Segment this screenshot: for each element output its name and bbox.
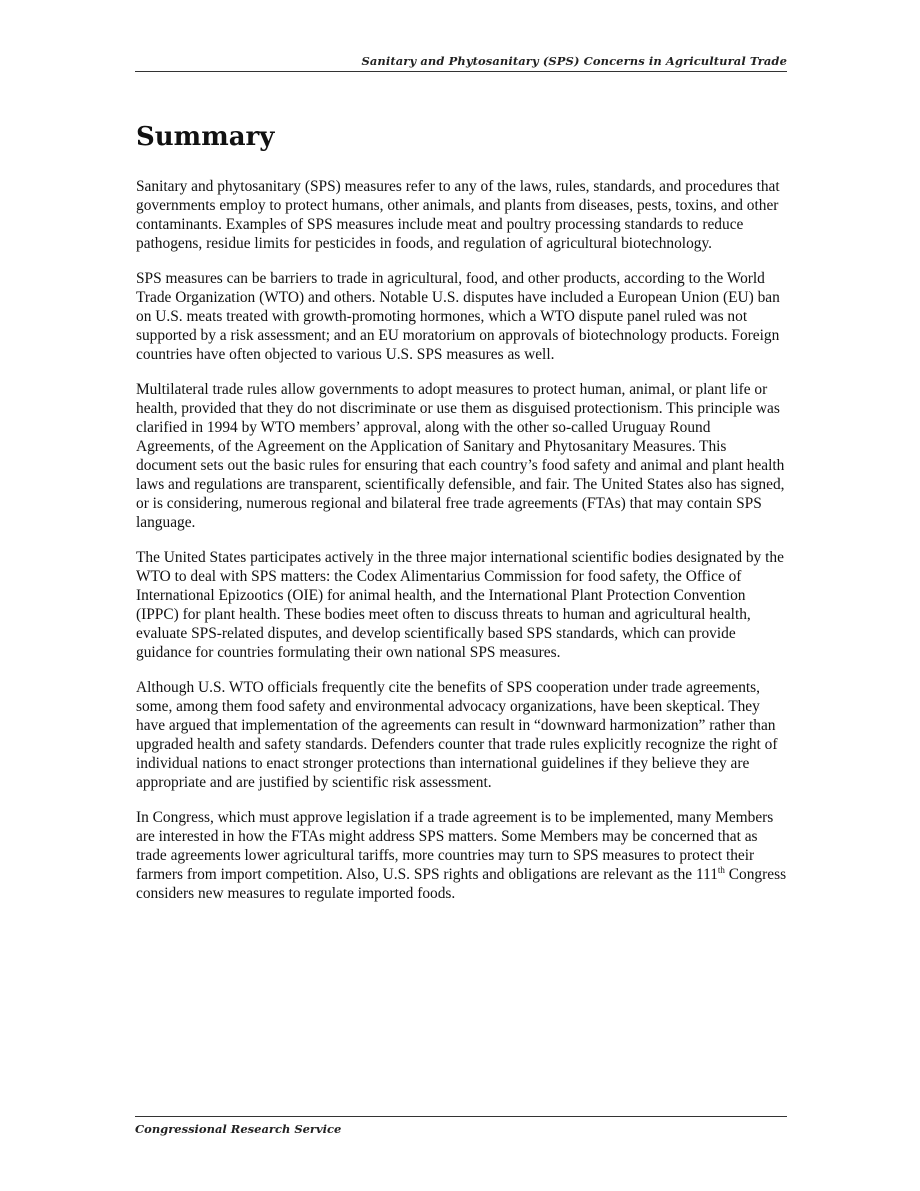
paragraph-scientific-bodies: The United States participates actively in the three major international scientific bodies designated by the WTO to deal with SPS matters: the Codex Alimentarius Commission for food safety, the Office of International Epizootics (OIE) for animal health, and the International Plant Protection Convention (IPPC) for plant health. These bodies meet often to discuss threats to human and agricultural health, evaluate SPS-related disputes, and develop scientifically based SPS standards, which can provide guidance for countries formulating their own national SPS measures. bbox=[136, 549, 784, 661]
ordinal-superscript: th bbox=[717, 864, 725, 875]
paragraph-congress-text: In Congress, which must approve legislation if a trade agreement is to be implemented, many Members are interested in how the FTAs might address SPS matters. Some Members may be concerned that as trade agreements lower agricultural tariffs, more countries may turn to SPS measures to protect their farmers from import competition. Also, U.S. SPS rights and obligations are relevant as the 111 bbox=[136, 809, 774, 883]
running-header-title: Sanitary and Phytosanitary (SPS) Concerns in Agricultural Trade bbox=[361, 54, 787, 68]
running-footer bbox=[135, 1116, 787, 1136]
paragraph-congress bbox=[136, 808, 788, 903]
paragraph-skepticism: Although U.S. WTO officials frequently cite the benefits of SPS cooperation under trade agreements, some, among them food safety and environmental advocacy organizations, have been skeptical. They have argued that implementation of the agreements can result in “downward harmonization” rather than upgraded health and safety standards. Defenders counter that trade rules explicitly recognize the right of individual nations to enact stronger protections than international guidelines if they believe they are appropriate and are justified by scientific risk assessment. bbox=[136, 679, 778, 791]
paragraph-definition: Sanitary and phytosanitary (SPS) measures refer to any of the laws, rules, standards, and procedures that governments employ to protect humans, other animals, and plants from diseases, pests, toxins, and other contaminants. Examples of SPS measures include meat and poultry processing standards to reduce pathogens, residue limits for pesticides in foods, and regulation of agricultural biotechnology. bbox=[136, 178, 780, 252]
paragraph-trade-barriers: SPS measures can be barriers to trade in agricultural, food, and other products, according to the World Trade Organization (WTO) and others. Notable U.S. disputes have included a European Union (EU) ban on U.S. meats treated with growth-promoting hormones, which a WTO dispute panel ruled was not supported by a risk assessment; and an EU moratorium on approvals of biotechnology products. Foreign countries have often objected to various U.S. SPS measures as well. bbox=[136, 270, 780, 363]
footer-organization: Congressional Research Service bbox=[135, 1122, 342, 1136]
paragraph-multilateral-rules: Multilateral trade rules allow governments to adopt measures to protect human, animal, or plant life or health, provided that they do not discriminate or use them as disguised protectionism. This principle was clarified in 1994 by WTO members’ approval, along with the other so-called Uruguay Round Agreements, of the Agreement on the Application of Sanitary and Phytosanitary Measures. This document sets out the basic rules for ensuring that each country’s food safety and animal and plant health laws and regulations are transparent, scientifically defensible, and fair. The United States also has signed, or is considering, numerous regional and bilateral free trade agreements (FTAs) that may contain SPS language. bbox=[136, 381, 785, 531]
summary-body bbox=[136, 177, 788, 919]
running-header bbox=[135, 54, 787, 72]
page-title: Summary bbox=[136, 122, 275, 152]
paragraph-congress-text-end: Congress considers new measures to regulate imported foods. bbox=[136, 866, 787, 902]
